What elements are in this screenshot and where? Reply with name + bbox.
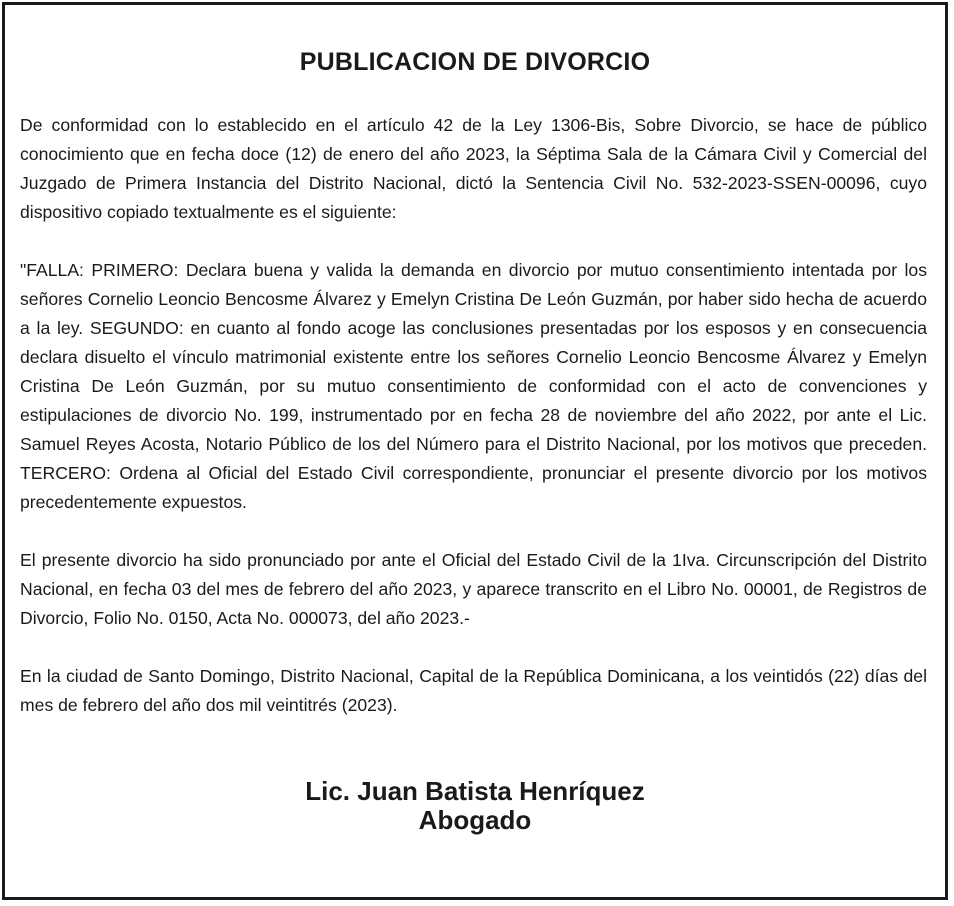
paragraph-registration: El presente divorcio ha sido pronunciado por ante el Oficial del Estado Civil de la 1Iva. Circunscripción del Distrito Nacional, en fecha 03 del mes de febrero del año 2023, y aparece transcrito en el Libro No. 00001, de Registros de Divorcio, Folio No. 0150, Acta No. 000073, del año 2023.- <box>20 550 927 628</box>
signature-name: Lic. Juan Batista Henríquez <box>305 776 645 806</box>
signature-block <box>5 777 945 835</box>
signature-role: Abogado <box>418 805 532 835</box>
paragraph-publication: De conformidad con lo establecido en el artículo 42 de la Ley 1306-Bis, Sobre Divorcio, se hace de público conocimiento que en fecha doce (12) de enero del año 2023, la Séptima Sala de la Cámara Civil y Comercial del Juzgado de Primera Instancia del Distrito Nacional, dictó la Sentencia Civil No. 532-2023-SSEN-00096, cuyo dispositivo copiado textualmente es el siguiente: <box>20 115 927 222</box>
paragraph-ruling: "FALLA: PRIMERO: Declara buena y valida la demanda en divorcio por mutuo consentimiento intentada por los señores Cornelio Leoncio Bencosme Álvarez y Emelyn Cristina De León Guzmán, por haber sido hecha de acuerdo a la ley. SEGUNDO: en cuanto al fondo acoge las conclusiones presentadas por los esposos y en consecuencia declara disuelto el vínculo matrimonial existente entre los señores Cornelio Leoncio Bencosme Álvarez y Emelyn Cristina De León Guzmán, por su mutuo consentimiento de conformidad con el acto de convenciones y estipulaciones de divorcio No. 199, instrumentado por en fecha 28 de noviembre del año 2022, por ante el Lic. Samuel Reyes Acosta, Notario Público de los del Número para el Distrito Nacional, por los motivos que preceden. TERCERO: Ordena al Oficial del Estado Civil correspondiente, pronunciar el presente divorcio por los motivos precedentemente expuestos. <box>20 260 927 512</box>
divorce-notice <box>2 2 948 900</box>
paragraph-place-date: En la ciudad de Santo Domingo, Distrito Nacional, Capital de la República Dominicana, a los veintidós (22) días del mes de febrero del año dos mil veintitrés (2023). <box>20 666 927 715</box>
notice-body <box>20 111 927 749</box>
notice-title: PUBLICACION DE DIVORCIO <box>299 48 651 76</box>
